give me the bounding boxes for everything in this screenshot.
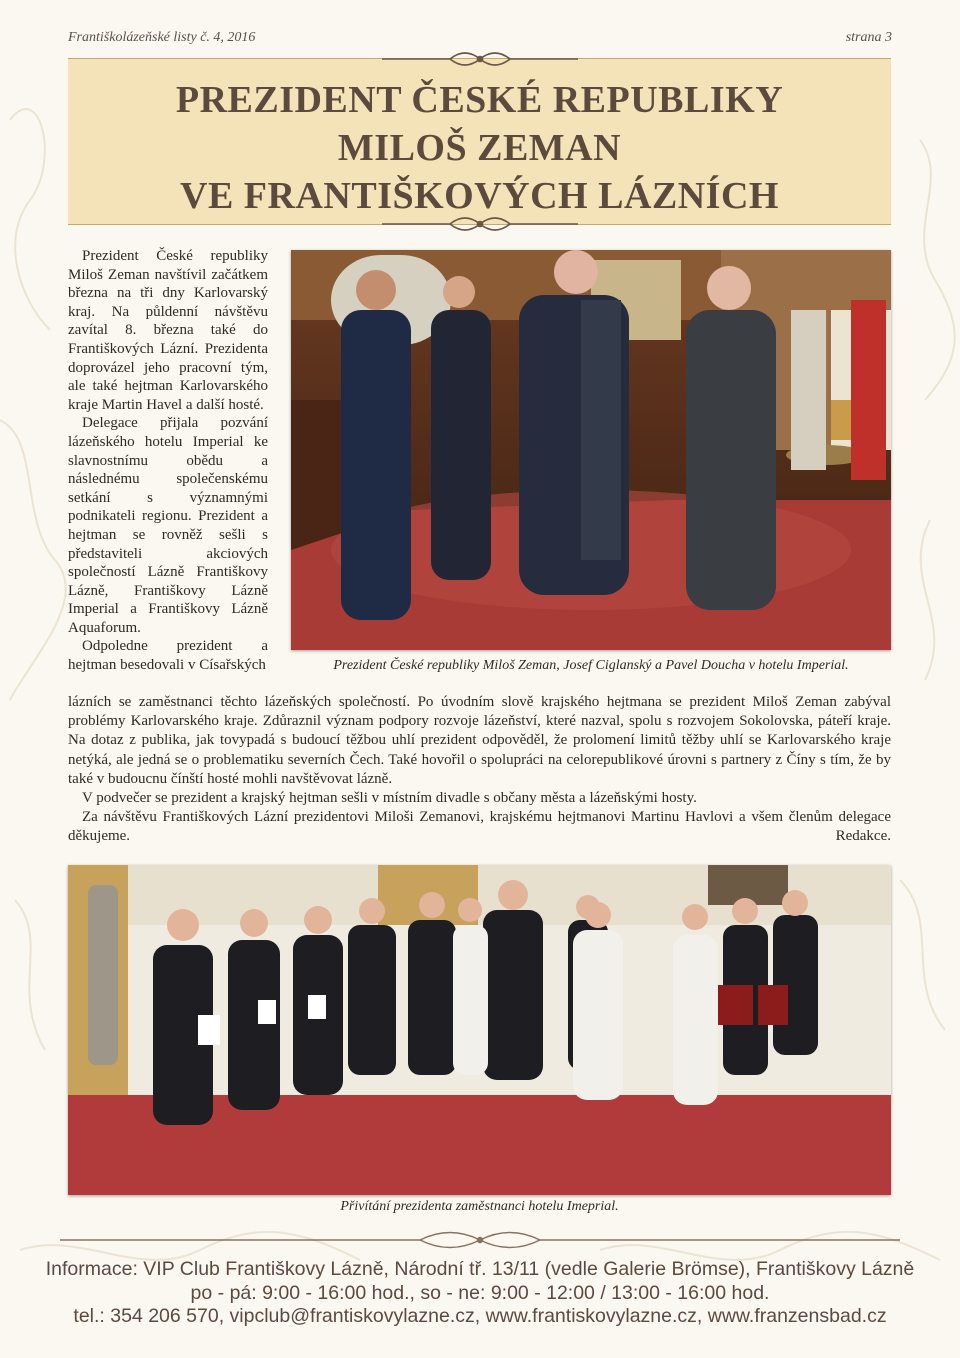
footer-address: Informace: VIP Club Františkovy Lázně, Národní tř. 13/11 (vedle Galerie Brömse), Františkovy Lázně — [45, 1258, 915, 1280]
footer-contacts: tel.: 354 206 570, vipclub@frantiskovylazne.cz, www.frantiskovylazne.cz, www.franzensbad.cz — [73, 1305, 887, 1327]
issue-label: Františkolázeňské listy č. 4, 2016 — [68, 30, 256, 45]
article-body — [68, 693, 891, 847]
footer-info — [0, 1258, 960, 1329]
photo-caption-1: Prezident České republiky Miloš Zeman, Josef Ciglanský a Pavel Doucha v hotelu Imperial. — [333, 658, 849, 673]
title-line-3: VE FRANTIŠKOVÝCH LÁZNÍCH — [180, 175, 779, 217]
page-number: strana 3 — [845, 30, 892, 45]
footer-flourish-icon — [0, 1230, 960, 1250]
footer-hours: po - pá: 9:00 - 16:00 hod., so - ne: 9:00 - 12:00 / 13:00 - 16:00 hod. — [190, 1281, 770, 1304]
page-title — [68, 76, 891, 220]
article-paragraph-3-cont: lázních se zaměstnanci těchto lázeňských společností. Po úvodním slově krajského hejtmana se prezident Miloš Zeman zabýval problémy Karlovarského kraje. Zdůraznil význam podpory rozvoje lázeňství, které nazval, spolu s rozvojem Sokolovska, páteří kraje. Na dotaz z publika, jak tovypadá s budoucí těžbou uhlí prezident odpověděl, že prolomení limitů těžby uhlí se Karlovarského kraje netýká, ale jedná se o problematiku severních Čech. Také hovořil o spolupráci na celorepublikové úrovni s partnery z Číny s tím, že by také v budoucnu čínští hosté mohli navštěvovat lázně. — [68, 694, 891, 787]
article-paragraph-2: Delegace přijala pozvání lázeňského hotelu Imperial ke slavnostnímu obědu a následnému společenskému setkání s významnými podnikateli regionu. Prezident a hejtman se rovněž sešli s představiteli akciových společností Lázně Františkovy Lázně, Františkovy Lázně Imperial a Františkovy Lázně Aquaforum. — [68, 415, 268, 636]
article-paragraph-5 — [68, 808, 891, 846]
article-paragraph-4: V podvečer se prezident a krajský hejtman sešli v místním divadle s občany města a lázeňskými hosty. — [82, 790, 697, 807]
title-line-1: PREZIDENT ČESKÉ REPUBLIKY — [175, 79, 784, 121]
flourish-top-icon — [380, 51, 580, 67]
photo-president-hotel-image — [291, 250, 891, 650]
article-paragraph-1: Prezident České republiky Miloš Zeman navštívil začátkem března na tři dny Karlovarský kraj. Na půldenní návštěvu zavítal 8. března také do Františkových Lázní. Prezidenta doprovázel jeho pracovní tým, ale také hejtman Karlovarského kraje Martin Havel a další hosté. — [68, 248, 268, 413]
article-paragraph-5-text: Za návštěvu Františkových Lázní prezidentovi Miloši Zemanovi, krajskému hejtmanovi Martinu Havlovi a všem členům delegace děkujeme. — [68, 809, 891, 845]
photo-caption-2: Přivítání prezidenta zaměstnanci hotelu Imeprial. — [340, 1199, 619, 1214]
article-column — [68, 247, 268, 675]
photo-group-staff — [68, 865, 891, 1195]
photo-president-hotel — [291, 250, 891, 650]
flourish-bottom-icon — [380, 216, 580, 232]
title-line-2: MILOŠ ZEMAN — [337, 127, 622, 169]
photo-group-staff-image — [68, 865, 891, 1195]
article-paragraph-3-start: Odpoledne prezident a hejtman besedovali v Císařských — [68, 638, 268, 674]
title-banner — [68, 58, 891, 225]
running-head — [68, 30, 892, 50]
signature: Redakce. — [835, 828, 891, 845]
